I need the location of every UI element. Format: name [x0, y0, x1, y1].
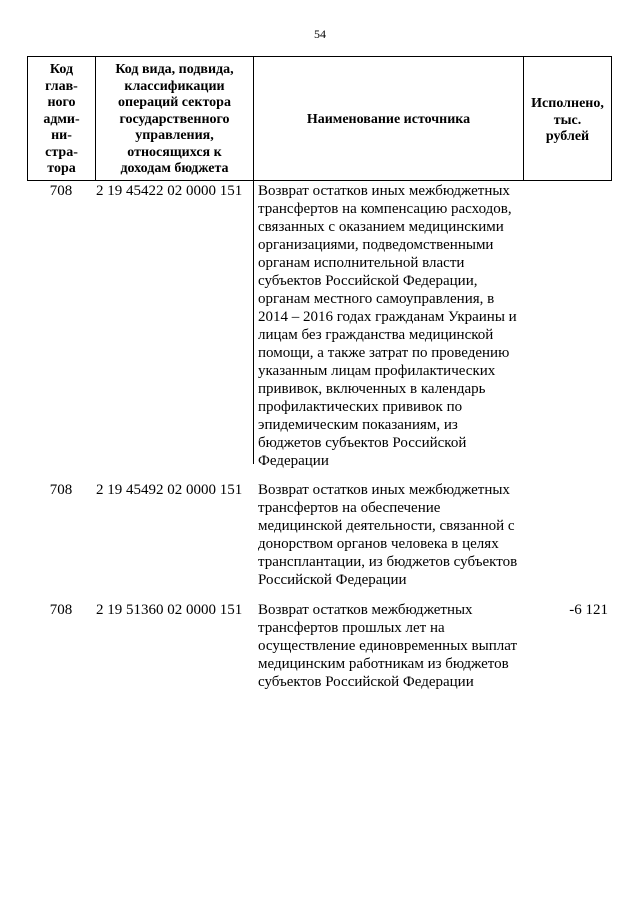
header-classification-code: Код вида, подвида, классификации операций сектора государственного управления, относящихся к доходам бюджета [115, 62, 234, 176]
table-right-border [611, 56, 612, 181]
table-top-border [27, 56, 612, 57]
row-admin-code: 708 [49, 183, 73, 199]
row-executed-amount: -6 121 [569, 602, 608, 618]
header-bottom-border [27, 180, 612, 181]
row-classification-code: 2 19 45422 02 0000 151 [96, 183, 243, 199]
row-source-name: Возврат остатков межбюджетных трансфертов прошлых лет на осуществление единовременных выплат медицинским работникам из бюджетов субъектов Российской Федерации [258, 602, 518, 690]
header-executed: Исполнено, тыс. рублей [531, 96, 604, 144]
page-number: 54 [314, 27, 326, 41]
row-source-name: Возврат остатков иных межбюджетных трансфертов на обеспечение медицинской деятельности, связанной с донорством органов человека в целях трансплантации, из бюджетов субъектов Российской Федерации [258, 482, 518, 588]
row-admin-code: 708 [49, 482, 73, 498]
header-admin-code: Код глав- ного адми- ни- стра- тора [43, 62, 80, 176]
row-classification-code: 2 19 51360 02 0000 151 [96, 602, 243, 618]
row-classification-code: 2 19 45492 02 0000 151 [96, 482, 243, 498]
row-source-name: Возврат остатков иных межбюджетных трансфертов на компенсацию расходов, связанных с оказанием медицинскими организациями, подведомственными органам исполнительной власти субъектов Российской Федерации, органам местного самоуправления, в 2014 – 2016 годах гражданам Украины и лицам без гражданства медицинской помощи, а также затрат по проведению указанным лицам профилактических прививок, включенных в календарь профилактических прививок по эпидемическим показаниям, из бюджетов субъектов Российской Федерации [258, 183, 517, 469]
row-admin-code: 708 [49, 602, 73, 618]
header-source-name: Наименование источника [306, 112, 471, 127]
